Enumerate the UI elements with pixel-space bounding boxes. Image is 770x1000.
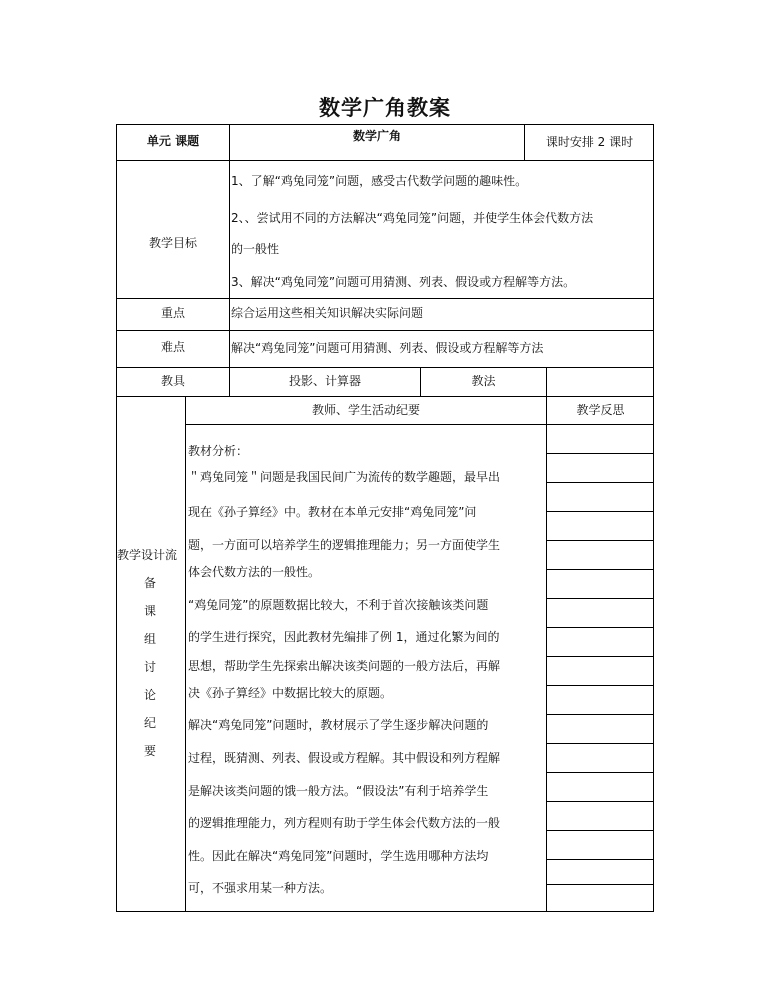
method-label: 教法 bbox=[471, 374, 496, 388]
activity-line: 是解决该类问题的饿一般方法。“假设法”有利于培养学生 bbox=[188, 784, 489, 798]
activity-line: 的逻辑推理能力，列方程则有助于学生体会代数方法的一般 bbox=[188, 816, 501, 830]
activity-header: 教师、学生活动纪要 bbox=[311, 403, 420, 417]
objectives-label: 教学目标 bbox=[148, 236, 197, 250]
reflection-line bbox=[546, 859, 654, 860]
difficulty-text: 解决“鸡兔同笼”问题可用猜测、列表、假设或方程解等方法 bbox=[231, 341, 544, 355]
objective-item: 3、解决“鸡兔同笼”问题可用猜测、列表、假设或方程解等方法。 bbox=[231, 275, 576, 289]
unit-topic-label: 单元 课题 bbox=[146, 134, 200, 148]
design-label-line: 纪 bbox=[143, 716, 156, 730]
objective-item: 2、、尝试用不同的方法解决“鸡兔同笼”问题，并使学生体会代数方法 bbox=[231, 211, 594, 225]
reflection-line bbox=[546, 569, 654, 570]
activity-line: 思想，帮助学生先探索出解决该类问题的一般方法后，再解 bbox=[188, 659, 501, 673]
reflection-line bbox=[546, 830, 654, 831]
row-divider bbox=[116, 298, 654, 299]
activity-line: 过程，既猜测、列表、假设或方程解。其中假设和列方程解 bbox=[188, 751, 501, 765]
col-divider bbox=[185, 396, 186, 912]
activity-line: 现在《孙子算经》中。教材在本单元安排“鸡兔同笼”问 bbox=[188, 505, 477, 519]
key-point-label: 重点 bbox=[160, 306, 185, 320]
reflection-line bbox=[546, 685, 654, 686]
reflection-line bbox=[546, 714, 654, 715]
design-label-line: 备 bbox=[143, 576, 156, 590]
design-label-line: 论 bbox=[143, 688, 156, 702]
row-divider bbox=[116, 330, 654, 331]
design-label-line: 讨 bbox=[143, 660, 156, 674]
reflection-line bbox=[546, 884, 654, 885]
reflection-line bbox=[546, 627, 654, 628]
objective-item: 1、了解“鸡兔同笼”问题，感受古代数学问题的趣味性。 bbox=[231, 174, 528, 188]
activity-line: ＂鸡兔同笼＂问题是我国民间广为流传的数学趣题，最早出 bbox=[188, 470, 501, 484]
reflection-line bbox=[546, 511, 654, 512]
reflection-line bbox=[546, 453, 654, 454]
key-point-text: 综合运用这些相关知识解决实际问题 bbox=[231, 306, 424, 320]
design-label-line: 教学设计流 bbox=[117, 548, 178, 562]
reflection-line bbox=[546, 482, 654, 483]
row-divider bbox=[116, 367, 654, 368]
design-label-line: 课 bbox=[143, 604, 156, 618]
lesson-topic: 数学广角 bbox=[352, 129, 401, 143]
col-divider bbox=[229, 124, 230, 396]
reflection-line bbox=[546, 598, 654, 599]
reflection-line bbox=[546, 743, 654, 744]
tools-label: 教具 bbox=[160, 374, 185, 388]
activity-line: 体会代数方法的一般性。 bbox=[188, 565, 321, 579]
reflection-header: 教学反思 bbox=[576, 403, 625, 417]
row-divider bbox=[116, 396, 654, 397]
design-label-line: 要 bbox=[143, 744, 156, 758]
activity-line: 性。因此在解决“鸡兔同笼”问题时，学生选用哪种方法均 bbox=[188, 849, 489, 863]
activity-line: 决《孙子算经》中数据比较大的原题。 bbox=[188, 686, 393, 700]
design-label-line: 组 bbox=[143, 632, 156, 646]
row-divider bbox=[116, 160, 654, 161]
activity-line: 可，不强求用某一种方法。 bbox=[188, 881, 333, 895]
reflection-line bbox=[546, 656, 654, 657]
activity-line: “鸡兔同笼”的原题数据比较大，不利于首次接触该类问题 bbox=[188, 598, 489, 612]
activity-line: 教材分析： bbox=[188, 444, 249, 458]
reflection-line bbox=[546, 772, 654, 773]
activity-line: 的学生进行探究，因此教材先编排了例 1，通过化繁为间的 bbox=[188, 630, 500, 644]
activity-line: 解决“鸡兔同笼”问题时，教材展示了学生逐步解决问题的 bbox=[188, 718, 489, 732]
schedule-text: 课时安排 2 课时 bbox=[545, 135, 634, 149]
activity-line: 题，一方面可以培养学生的逻辑推理能力；另一方面使学生 bbox=[188, 538, 501, 552]
tools-value: 投影、计算器 bbox=[288, 374, 361, 388]
row-divider bbox=[185, 424, 654, 425]
objective-item: 的一般性 bbox=[231, 242, 280, 256]
page-title: 数学广角教案 bbox=[319, 96, 451, 120]
difficulty-label: 难点 bbox=[160, 340, 185, 354]
reflection-line bbox=[546, 801, 654, 802]
reflection-line bbox=[546, 540, 654, 541]
